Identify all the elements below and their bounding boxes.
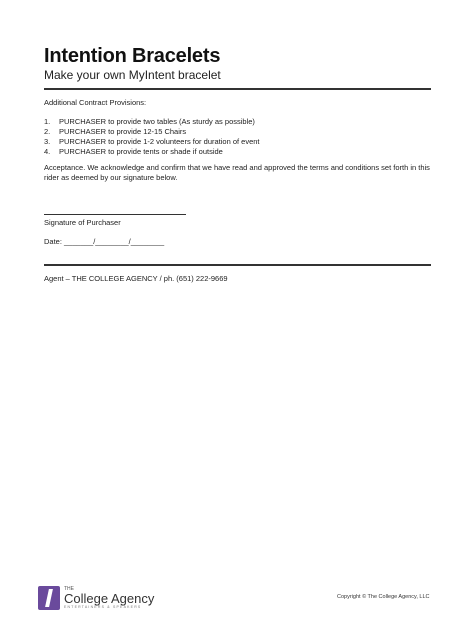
provisions-list bbox=[44, 117, 260, 157]
logo-name: College Agency bbox=[64, 590, 155, 606]
logo-the: THE bbox=[64, 585, 74, 592]
middle-divider bbox=[44, 264, 431, 266]
logo-wordmark bbox=[64, 587, 154, 610]
list-item bbox=[44, 117, 260, 127]
list-item bbox=[44, 137, 260, 147]
document-title: Intention Bracelets bbox=[44, 45, 221, 67]
list-item-number: 1. bbox=[44, 117, 51, 126]
top-divider bbox=[44, 88, 431, 90]
list-item-number: 4. bbox=[44, 147, 51, 156]
list-item bbox=[44, 127, 260, 137]
provisions-label: Additional Contract Provisions: bbox=[44, 98, 147, 107]
signature-line bbox=[44, 214, 186, 215]
list-item-text: PURCHASER to provide 1-2 volunteers for duration of event bbox=[59, 137, 260, 146]
logo-tagline: ENTERTAINERS & SPEAKERS bbox=[64, 604, 142, 609]
document-subtitle: Make your own MyIntent bracelet bbox=[44, 68, 221, 82]
signature-label: Signature of Purchaser bbox=[44, 218, 121, 227]
list-item-text: PURCHASER to provide two tables (As sturdy as possible) bbox=[59, 117, 255, 126]
list-item-text: PURCHASER to provide tents or shade if outside bbox=[59, 147, 223, 156]
list-item-text: PURCHASER to provide 12-15 Chairs bbox=[59, 127, 187, 136]
college-agency-logo-icon bbox=[38, 586, 60, 610]
copyright-notice: Copyright © The College Agency, LLC bbox=[337, 594, 430, 600]
date-field: Date: _______/________/________ bbox=[44, 237, 165, 246]
agent-contact: Agent – THE COLLEGE AGENCY / ph. (651) 222-9669 bbox=[44, 274, 228, 283]
list-item-number: 2. bbox=[44, 127, 51, 136]
list-item bbox=[44, 147, 260, 157]
list-item-number: 3. bbox=[44, 137, 51, 146]
acceptance-paragraph: Acceptance. We acknowledge and confirm that we have read and approved the terms and conditions set forth in this rider as deemed by our signature below. bbox=[44, 163, 430, 182]
company-logo bbox=[38, 584, 154, 612]
